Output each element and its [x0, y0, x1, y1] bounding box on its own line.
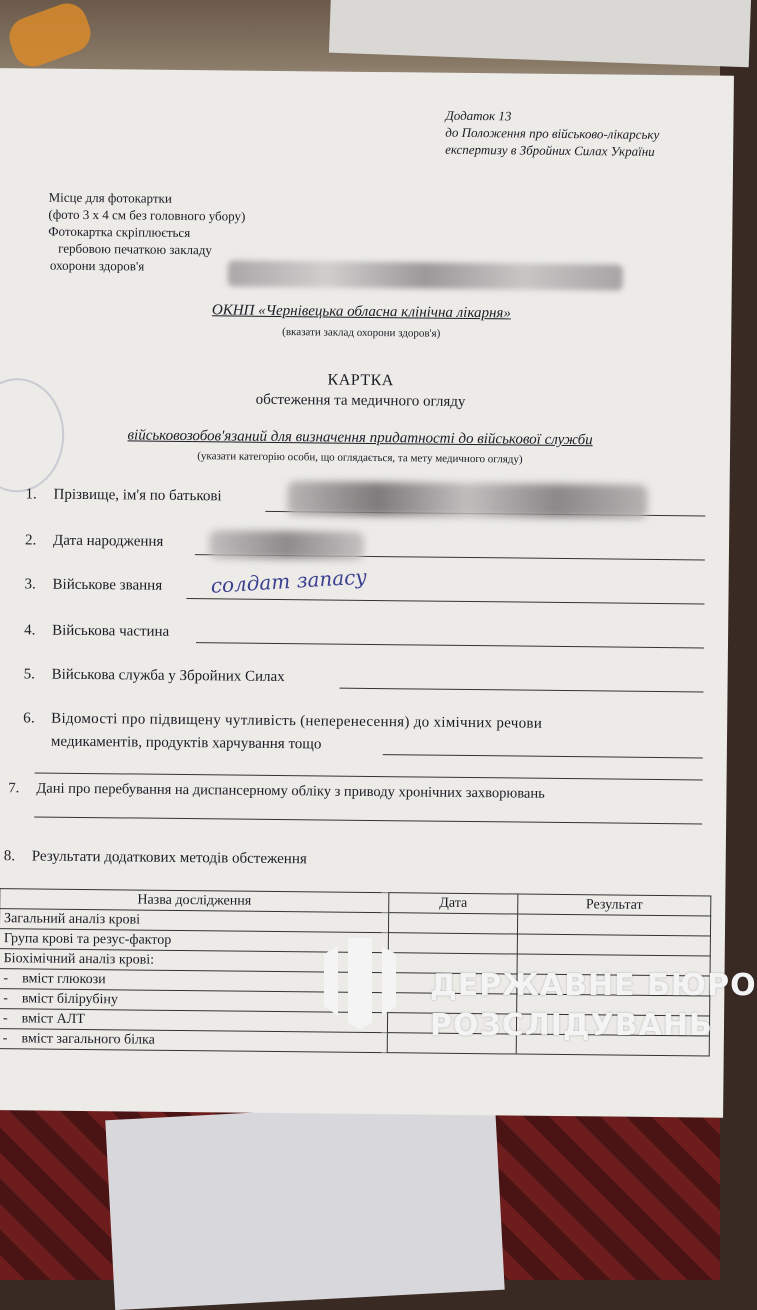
- background-object: [4, 0, 96, 72]
- field-label: Військове звання: [52, 576, 163, 594]
- card-subtitle: обстеження та медичного огляду: [255, 391, 466, 410]
- item-number: 8.: [3, 848, 16, 865]
- table-cell: - вміст АЛТ: [0, 1009, 388, 1033]
- table-cell: [388, 913, 517, 934]
- field-underline: [35, 772, 703, 780]
- photo-placeholder-note: [48, 189, 246, 276]
- table-cell: Загальний аналіз крові: [0, 909, 389, 933]
- field-label: Відомості про підвищену чутливість (неперенесення) до хімічних речови: [51, 710, 543, 732]
- table-cell: [388, 933, 517, 954]
- background-paper: [105, 1100, 504, 1310]
- photo-note-line: (фото 3 х 4 см без головного убору): [48, 206, 246, 224]
- field-underline: [196, 642, 704, 648]
- section-additional-methods: [4, 848, 307, 868]
- field-allergies-cont: медикаментів, продуктів харчування тощо: [50, 733, 322, 753]
- handwritten-value: солдат запасу: [210, 564, 368, 598]
- item-number: 1.: [25, 486, 37, 503]
- table-cell: Група крові та резус-фактор: [0, 929, 388, 953]
- appendix-note: [445, 107, 659, 160]
- table-cell: - вміст глюкози: [0, 969, 388, 993]
- field-underline: [340, 688, 704, 693]
- photo-note-line: охорони здоров'я: [49, 257, 145, 274]
- field-birth-date: [25, 532, 163, 550]
- hospital-name: ОКНП «Чернівецька обласна клінічна лікарня»: [211, 302, 512, 322]
- photo-note-line: Місце для фотокартки: [48, 189, 172, 206]
- field-label: Дата народження: [52, 532, 164, 550]
- background-paper: [329, 0, 751, 67]
- table-cell: Біохімічний аналіз крові:: [0, 949, 388, 973]
- appendix-line: експертизу в Збройних Силах України: [445, 141, 655, 159]
- card-title: КАРТКА: [327, 371, 394, 390]
- field-military-service: [24, 666, 285, 686]
- item-number: 3.: [24, 576, 36, 593]
- field-underline: [34, 816, 702, 824]
- field-label: Дані про перебування на диспансерному обліку з приводу хронічних захворювань: [36, 780, 545, 802]
- item-number: 4.: [24, 622, 36, 639]
- table-cell: - вміст загального білка: [0, 1029, 387, 1053]
- field-allergies: [23, 710, 542, 732]
- column-header: Результат: [518, 894, 711, 916]
- table-cell: [517, 934, 710, 956]
- person-category: військовозобов'язаний для визначення придатності до військової служби: [127, 427, 593, 449]
- hospital-note: (вказати заклад охорони здоров'я): [282, 326, 441, 340]
- item-number: 7.: [8, 780, 20, 797]
- column-header: Дата: [389, 893, 518, 914]
- item-number: 2.: [24, 532, 37, 549]
- category-note: (указати категорію особи, що оглядається, та мету медичного огляду): [197, 450, 523, 466]
- field-dispensary: [8, 780, 544, 803]
- table-cell: - вміст білірубіну: [0, 989, 388, 1013]
- field-military-rank: [25, 576, 163, 594]
- field-military-unit: [24, 622, 169, 641]
- dbr-logo-icon: [322, 936, 398, 1032]
- field-label: Військова служба у Збройних Силах: [51, 666, 285, 686]
- item-number: 5.: [23, 666, 35, 683]
- watermark-line: ДЕРЖАВНЕ БЮРО: [430, 968, 757, 1003]
- appendix-line: Додаток 13: [445, 107, 512, 124]
- item-number: 6.: [23, 710, 36, 727]
- background-bottom: [0, 1100, 720, 1280]
- field-label: Прізвище, ім'я по батькові: [53, 486, 222, 505]
- field-full-name: [25, 486, 221, 505]
- watermark-line: РОЗСЛІДУВАНЬ: [430, 1008, 713, 1043]
- redacted-area: [287, 481, 647, 519]
- photo-note-line: Фотокартка скріплюється: [48, 223, 191, 241]
- redacted-area: [228, 260, 623, 290]
- field-underline: [383, 754, 703, 758]
- column-header: Назва дослідження: [0, 889, 389, 913]
- appendix-line: до Положення про військово-лікарську: [445, 124, 660, 142]
- redacted-area: [209, 530, 364, 560]
- photo-note-line: гербовою печаткою закладу: [58, 240, 213, 258]
- table-cell: [517, 914, 710, 936]
- field-label: Військова частина: [52, 622, 170, 640]
- section-label: Результати додаткових методів обстеження: [31, 848, 307, 868]
- field-underline: [186, 598, 704, 604]
